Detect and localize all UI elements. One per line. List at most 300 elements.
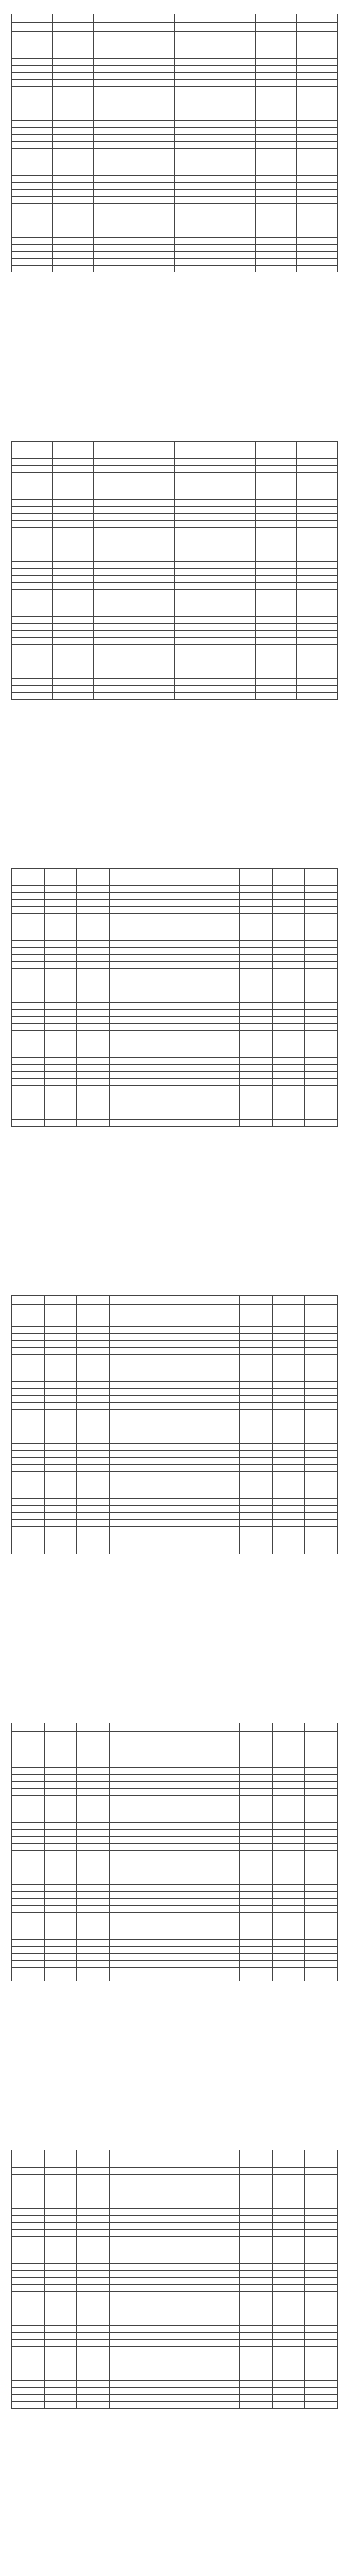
index-cell [297,507,338,514]
index-cell [305,2175,338,2181]
index-cell [44,893,77,900]
index-cell [272,2333,305,2340]
index-cell [305,1513,338,1520]
index-cell [52,596,93,603]
table-row [12,2305,338,2312]
city-cell [174,521,215,528]
index-cell [110,2223,142,2230]
index-cell [77,2230,110,2237]
index-cell [239,1396,272,1403]
index-cell [110,1099,142,1106]
index-cell [207,1864,240,1871]
table-row [12,73,338,80]
index-cell [110,1947,142,1954]
index-cell [52,224,93,231]
index-cell [77,2326,110,2333]
index-cell [174,2209,207,2216]
city-cell [12,534,53,541]
table-row [12,996,338,1003]
index-cell [110,1885,142,1892]
table-row [12,624,338,631]
city-cell [12,500,53,507]
table-row [12,1789,338,1796]
index-cell [174,1533,207,1540]
column-header [52,442,93,450]
index-cell [110,1458,142,1465]
index-cell [207,1361,240,1368]
index-cell [134,128,174,135]
index-cell [297,217,338,224]
table-row [12,169,338,176]
index-cell [305,1423,338,1430]
table-row [12,2188,338,2195]
index-cell [44,1099,77,1106]
index-cell [44,2168,77,2175]
index-cell [142,1499,174,1506]
index-cell [215,162,256,169]
index-cell [93,238,134,245]
index-cell [52,555,93,562]
index-cell [207,1320,240,1327]
index-cell [93,548,134,555]
index-cell [305,2285,338,2292]
index-cell [239,2237,272,2243]
city-cell [12,486,53,493]
index-cell [239,1816,272,1823]
city-cell [12,562,53,569]
city-cell [12,38,53,45]
index-cell [305,1086,338,1092]
column-header [110,2159,142,2168]
column-header [215,23,256,32]
index-cell [44,1044,77,1051]
index-cell [215,638,256,645]
index-cell [239,1444,272,1451]
index-cell [215,32,256,38]
index-cell [77,1355,110,1361]
index-cell [77,1465,110,1472]
index-cell [93,87,134,93]
index-cell [207,989,240,996]
index-cell [142,982,174,989]
city-cell [174,217,215,224]
city-cell [12,2367,45,2374]
index-cell [142,1520,174,1527]
index-cell [134,617,174,624]
index-cell [174,1478,207,1485]
index-cell [207,2381,240,2388]
index-cell [93,231,134,238]
data-table [11,441,338,700]
index-cell [215,197,256,204]
table-row [12,1079,338,1086]
city-cell [12,1403,45,1410]
index-cell [174,2292,207,2298]
city-cell [12,1968,45,1974]
index-cell [305,1899,338,1906]
city-cell [174,534,215,541]
table-row [12,1341,338,1348]
index-cell [207,2395,240,2402]
index-cell [174,1120,207,1127]
city-cell [12,1341,45,1348]
index-cell [44,1864,77,1871]
city-cell [174,100,215,107]
index-cell [52,507,93,514]
index-cell [239,2367,272,2374]
index-cell [44,1761,77,1768]
index-cell [305,1430,338,1437]
table-row [12,1058,338,1065]
index-cell [256,658,297,665]
index-cell [207,2223,240,2230]
index-cell [297,52,338,59]
city-cell [174,176,215,183]
city-cell [12,1782,45,1789]
index-cell [52,672,93,679]
column-header [174,1732,207,1740]
index-cell [77,1919,110,1926]
index-cell [77,2175,110,2181]
table-row [12,1065,338,1072]
index-cell [272,2388,305,2395]
index-cell [272,1396,305,1403]
city-cell [12,638,53,645]
index-cell [77,2202,110,2209]
city-cell [174,259,215,266]
index-cell [239,1031,272,1037]
index-cell [272,1954,305,1961]
index-cell [44,1410,77,1416]
index-cell [77,1086,110,1092]
city-cell [174,672,215,679]
index-cell [174,1926,207,1933]
index-cell [207,1051,240,1058]
index-cell [305,1113,338,1120]
index-cell [272,886,305,893]
index-cell [174,1864,207,1871]
index-cell [297,466,338,473]
index-cell [174,2223,207,2230]
column-header [297,442,338,450]
city-cell [12,948,45,955]
index-cell [215,624,256,631]
index-cell [174,927,207,934]
index-cell [110,2395,142,2402]
index-cell [44,2188,77,2195]
index-cell [272,948,305,955]
index-cell [52,658,93,665]
index-cell [44,941,77,948]
index-cell [142,2319,174,2326]
index-cell [207,1072,240,1079]
index-cell [297,514,338,521]
city-cell [12,1954,45,1961]
table-row [12,1348,338,1355]
index-cell [93,665,134,672]
column-header [174,877,207,886]
index-cell [272,955,305,962]
index-cell [110,1416,142,1423]
index-cell [77,1899,110,1906]
index-cell [44,1010,77,1017]
index-cell [134,548,174,555]
city-cell [12,2216,45,2223]
index-cell [52,100,93,107]
index-cell [110,1926,142,1933]
index-cell [256,210,297,217]
table-row [12,176,338,183]
index-cell [272,2340,305,2347]
index-cell [305,1375,338,1382]
index-cell [305,1892,338,1899]
index-cell [77,1520,110,1527]
index-cell [305,1540,338,1547]
index-cell [305,2326,338,2333]
index-cell [52,45,93,52]
index-cell [134,45,174,52]
index-cell [239,1382,272,1389]
column-header [134,450,174,459]
index-cell [297,651,338,658]
index-cell [110,1809,142,1816]
index-cell [110,2305,142,2312]
column-header [207,2159,240,2168]
index-cell [305,1031,338,1037]
index-cell [207,1913,240,1919]
column-header [272,2159,305,2168]
city-cell [12,1961,45,1968]
index-cell [207,1747,240,1754]
index-cell [52,210,93,217]
index-cell [142,2402,174,2409]
index-cell [110,1086,142,1092]
index-cell [44,2353,77,2360]
index-cell [52,231,93,238]
table-row [12,941,338,948]
index-cell [142,1465,174,1472]
index-cell [77,1775,110,1782]
index-cell [134,245,174,252]
index-cell [239,1003,272,1010]
index-cell [77,1782,110,1789]
index-cell [297,135,338,142]
index-cell [93,624,134,631]
city-cell [12,514,53,521]
index-cell [110,1789,142,1796]
index-cell [142,1823,174,1830]
city-cell [12,2264,45,2271]
index-cell [77,1341,110,1348]
index-cell [272,2326,305,2333]
city-cell [12,1933,45,1940]
city-cell [12,955,45,962]
index-cell [110,2230,142,2237]
index-cell [239,1044,272,1051]
index-cell [305,1913,338,1919]
index-cell [207,1768,240,1775]
index-cell [239,1906,272,1913]
index-cell [256,176,297,183]
index-cell [297,32,338,38]
index-cell [110,1410,142,1416]
index-cell [142,1368,174,1375]
column-header [215,442,256,450]
index-cell [297,38,338,45]
index-cell [93,562,134,569]
index-cell [52,128,93,135]
index-cell [297,114,338,121]
column-header [207,1296,240,1305]
index-cell [142,2381,174,2388]
column-header [44,877,77,886]
index-cell [44,1368,77,1375]
index-cell [134,528,174,534]
index-cell [305,1106,338,1113]
index-cell [239,1403,272,1410]
index-cell [305,1389,338,1396]
index-cell [239,1368,272,1375]
index-cell [93,142,134,149]
index-cell [174,962,207,969]
index-cell [174,1058,207,1065]
city-cell [12,169,53,176]
column-header [77,1723,110,1732]
index-cell [305,1919,338,1926]
index-cell [52,617,93,624]
index-cell [297,693,338,700]
index-cell [142,1058,174,1065]
header-row [12,1732,338,1740]
index-cell [305,1403,338,1410]
city-cell [174,569,215,576]
index-cell [297,459,338,466]
table-row [12,217,338,224]
index-cell [272,1403,305,1410]
index-cell [174,1816,207,1823]
index-cell [142,1355,174,1361]
index-cell [305,1940,338,1947]
city-cell [12,1478,45,1485]
index-cell [52,59,93,66]
index-cell [239,969,272,975]
index-cell [77,1044,110,1051]
index-cell [174,1423,207,1430]
index-cell [110,1796,142,1802]
index-cell [142,1740,174,1747]
index-cell [297,183,338,190]
index-cell [272,1926,305,1933]
index-cell [44,2367,77,2374]
index-cell [110,996,142,1003]
index-cell [272,893,305,900]
index-cell [77,1837,110,1844]
index-cell [207,1796,240,1802]
index-cell [110,1403,142,1410]
city-cell [12,651,53,658]
index-cell [77,1031,110,1037]
index-cell [272,1919,305,1926]
index-cell [142,2374,174,2381]
index-cell [239,1106,272,1113]
index-cell [77,2360,110,2367]
index-cell [272,1416,305,1423]
index-cell [44,1513,77,1520]
index-cell [110,1313,142,1320]
table-row [12,658,338,665]
index-cell [272,1375,305,1382]
index-cell [272,1444,305,1451]
index-cell [77,989,110,996]
index-cell [52,149,93,155]
index-cell [207,2237,240,2243]
city-cell [12,1802,45,1809]
index-cell [77,2285,110,2292]
index-cell [110,1913,142,1919]
city-cell [12,190,53,197]
index-cell [77,1885,110,1892]
index-cell [305,1906,338,1913]
index-cell [297,73,338,80]
index-cell [239,2374,272,2381]
index-cell [142,1796,174,1802]
index-cell [272,1037,305,1044]
index-cell [93,466,134,473]
index-cell [207,1506,240,1513]
index-cell [239,2257,272,2264]
index-cell [207,1885,240,1892]
column-header [272,1723,305,1732]
column-header [44,1723,77,1732]
data-table [11,14,338,272]
index-cell [174,1313,207,1320]
index-cell [305,1472,338,1478]
index-cell [239,1451,272,1458]
index-cell [174,1823,207,1830]
index-cell [207,1540,240,1547]
index-cell [256,80,297,87]
table-row [12,1430,338,1437]
city-cell [12,142,53,149]
index-cell [207,1478,240,1485]
index-cell [239,1334,272,1341]
index-cell [215,590,256,596]
index-cell [142,2243,174,2250]
index-cell [142,2340,174,2347]
city-cell [12,135,53,142]
index-cell [174,1740,207,1747]
city-cell [174,596,215,603]
header-row [12,23,338,32]
index-cell [272,2395,305,2402]
column-header [93,450,134,459]
index-cell [44,1106,77,1113]
index-cell [305,1961,338,1968]
city-cell [174,52,215,59]
index-cell [272,1933,305,1940]
column-header [44,1296,77,1305]
index-cell [272,1844,305,1851]
index-cell [305,948,338,955]
table-row [12,1796,338,1802]
index-cell [207,934,240,941]
index-cell [93,224,134,231]
index-cell [256,217,297,224]
column-header [93,23,134,32]
index-cell [239,1472,272,1478]
index-cell [272,1747,305,1754]
index-cell [52,610,93,617]
